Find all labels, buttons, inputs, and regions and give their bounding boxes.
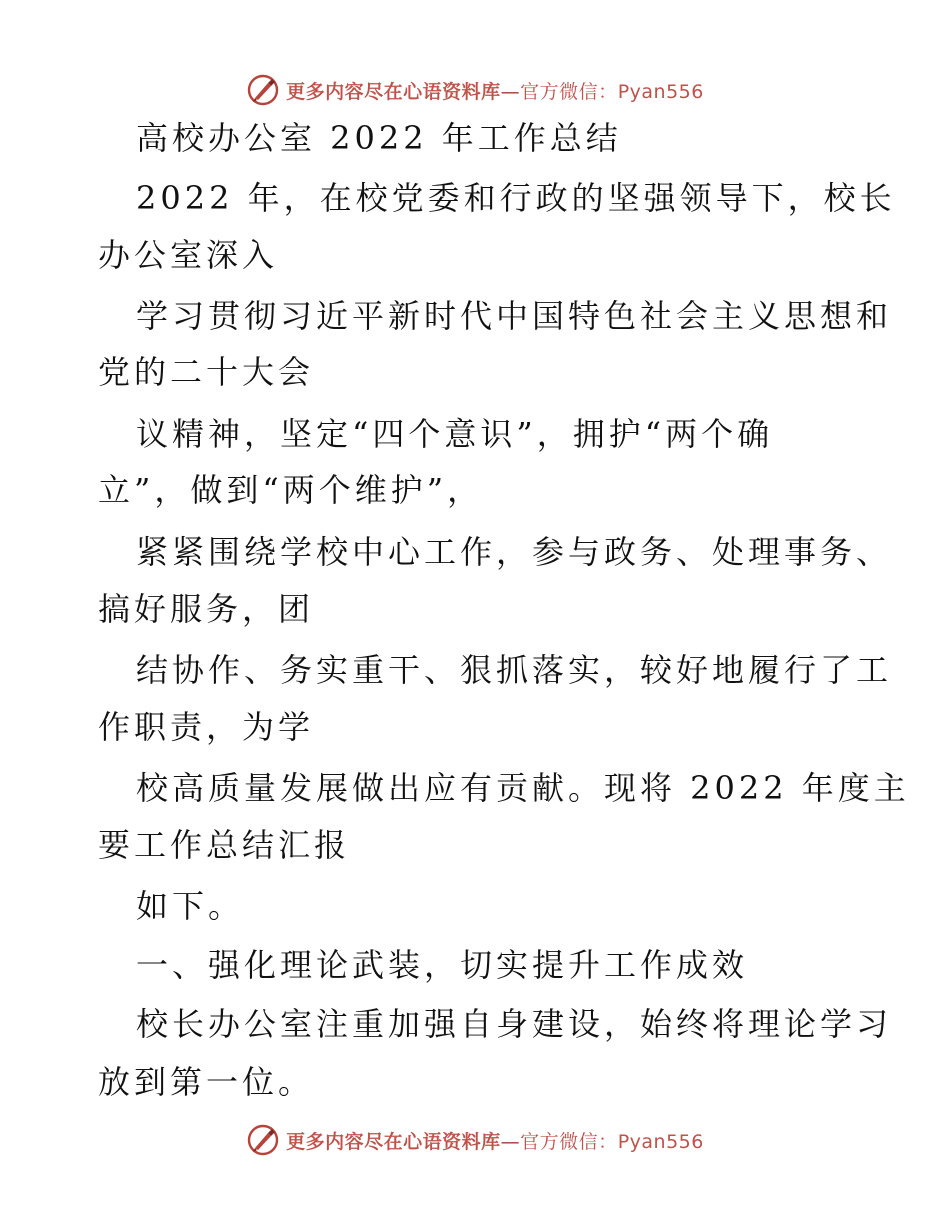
paragraph-line: 议精神，坚定“四个意识”，拥护“两个确 [136, 415, 774, 453]
paragraph-line: 搞好服务，团 [98, 590, 315, 628]
watermark-brand: 更多内容尽在心语资料库 [286, 1130, 501, 1153]
paragraph-line: 如下。 [136, 887, 245, 925]
section-heading: 一、强化理论武装，切实提升工作成效 [136, 946, 749, 984]
paragraph-line: 党的二十大会 [98, 353, 315, 391]
paragraph-line: 放到第一位。 [98, 1063, 315, 1101]
watermark-dash: — [500, 1130, 521, 1153]
watermark-dash: — [500, 80, 521, 103]
watermark-sub: 官方微信： [520, 80, 618, 103]
watermark-header [0, 70, 950, 110]
pen-logo-icon [246, 73, 280, 107]
paragraph-line: 校高质量发展做出应有贡献。现将 2022 年度主 [136, 769, 910, 807]
watermark-brand: 更多内容尽在心语资料库 [286, 80, 501, 103]
watermark-id: Pyan556 [617, 1130, 704, 1153]
watermark-sub: 官方微信： [520, 1130, 618, 1153]
watermark-footer [0, 1120, 950, 1160]
paragraph-line: 立”，做到“两个维护”， [98, 471, 484, 509]
watermark-id: Pyan556 [617, 80, 704, 103]
paragraph-line: 紧紧围绕学校中心工作，参与政务、处理事务、 [136, 533, 893, 571]
paragraph-line: 学习贯彻习近平新时代中国特色社会主义思想和 [136, 297, 893, 335]
paragraph-line: 要工作总结汇报 [98, 826, 351, 864]
paragraph-line: 结协作、务实重干、狠抓落实，较好地履行了工 [136, 651, 893, 689]
watermark-text [286, 77, 704, 104]
paragraph-line: 校长办公室注重加强自身建设，始终将理论学习 [136, 1005, 893, 1043]
paragraph-line: 作职责，为学 [98, 708, 315, 746]
document-title: 高校办公室 2022 年工作总结 [136, 119, 622, 157]
pen-logo-icon [246, 1123, 280, 1157]
watermark-text [286, 1127, 704, 1154]
paragraph-line: 办公室深入 [98, 236, 279, 274]
paragraph-line: 2022 年，在校党委和行政的坚强领导下，校长 [136, 179, 896, 217]
